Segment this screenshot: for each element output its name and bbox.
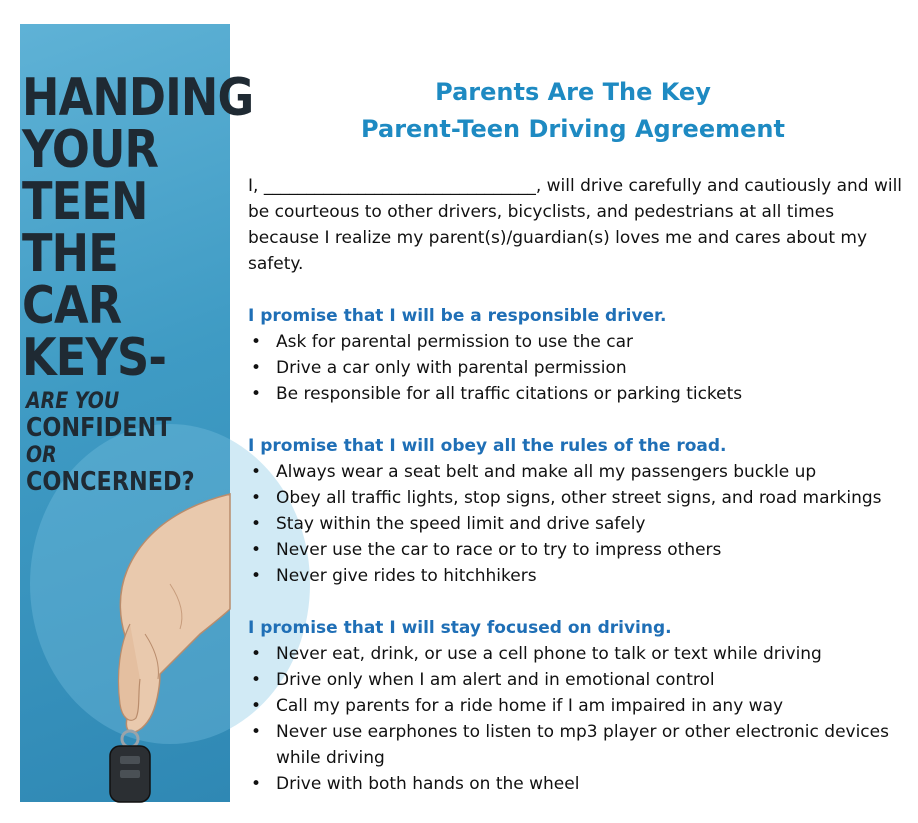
list-item-text: Ask for parental permission to use the car: [276, 332, 634, 352]
list-item: [248, 459, 908, 485]
bullet-icon: •: [251, 774, 262, 794]
bullet-icon: •: [251, 358, 262, 378]
banner-image: [20, 24, 254, 802]
title-line-1: Parents Are The Key: [435, 78, 711, 106]
list-item-text: Never eat, drink, or use a cell phone to talk or text while driving: [276, 644, 822, 664]
banner-headline: [22, 68, 254, 388]
section-heading: I promise that I will obey all the rules of the road.: [248, 436, 727, 456]
list-item-text: Never use the car to race or to try to impress others: [276, 540, 722, 560]
list-item-text: Drive a car only with parental permission: [276, 358, 627, 378]
section-responsible: [248, 303, 908, 407]
bullet-icon: •: [251, 644, 262, 664]
list-item-text: Always wear a seat belt and make all my passengers buckle up: [276, 462, 817, 482]
section-heading: I promise that I will stay focused on driving.: [248, 618, 672, 638]
list-item: [248, 511, 908, 537]
headline-line: KEYS-: [22, 328, 167, 388]
headline-line: HANDING: [22, 68, 254, 128]
bullet-icon: •: [251, 540, 262, 560]
bullet-list: [248, 329, 908, 407]
list-item: [248, 667, 908, 693]
agreement-body: [248, 173, 908, 823]
car-key-icon: [110, 746, 150, 802]
list-item: [248, 771, 908, 797]
subline-line: CONFIDENT: [26, 413, 172, 443]
section-heading: I promise that I will be a responsible driver.: [248, 306, 667, 326]
list-item: [248, 693, 908, 719]
subline-line: OR: [26, 443, 57, 468]
bullet-icon: •: [251, 670, 262, 690]
list-item: [248, 563, 908, 589]
list-item-text: Drive only when I am alert and in emotional control: [276, 670, 715, 690]
bullet-icon: •: [251, 332, 262, 352]
list-item: [248, 719, 908, 771]
bullet-icon: •: [251, 462, 262, 482]
bullet-icon: •: [251, 566, 262, 586]
list-item: [248, 381, 908, 407]
list-item-text: Obey all traffic lights, stop signs, other street signs, and road markings: [276, 488, 882, 508]
list-item: [248, 329, 908, 355]
list-item: [248, 537, 908, 563]
subline-line: CONCERNED?: [26, 467, 195, 497]
title-line-2: Parent-Teen Driving Agreement: [361, 115, 785, 143]
list-item-text: Stay within the speed limit and drive safely: [276, 514, 646, 534]
section-rules-of-road: [248, 433, 908, 589]
bullet-icon: •: [251, 488, 262, 508]
headline-line: THE CAR: [22, 224, 122, 336]
list-item: [248, 355, 908, 381]
section-stay-focused: [248, 615, 908, 797]
list-item: [248, 485, 908, 511]
bullet-list: [248, 641, 908, 797]
list-item-text: Never give rides to hitchhikers: [276, 566, 537, 586]
list-item-text: Drive with both hands on the wheel: [276, 774, 580, 794]
bullet-icon: •: [251, 696, 262, 716]
intro-paragraph: I, ________________________________, will drive carefully and cautiously and will be courteous to other drivers, bicyclists, and pedestrians at all times because I realize my parent(s)/guardian(s) loves me and cares about my safety.: [248, 176, 903, 274]
bullet-icon: •: [251, 514, 262, 534]
document-title: [248, 74, 898, 148]
list-item-text: Be responsible for all traffic citations or parking tickets: [276, 384, 743, 404]
headline-line: TEEN: [22, 172, 148, 232]
bullet-icon: •: [251, 384, 262, 404]
list-item-text: Call my parents for a ride home if I am impaired in any way: [276, 696, 784, 716]
bullet-icon: •: [251, 722, 262, 742]
list-item-text: Never use earphones to listen to mp3 player or other electronic devices while driving: [276, 722, 889, 768]
list-item: [248, 641, 908, 667]
banner-subline: [26, 389, 224, 495]
subline-line: ARE YOU: [26, 389, 120, 414]
headline-line: YOUR: [22, 120, 159, 180]
bullet-list: [248, 459, 908, 589]
